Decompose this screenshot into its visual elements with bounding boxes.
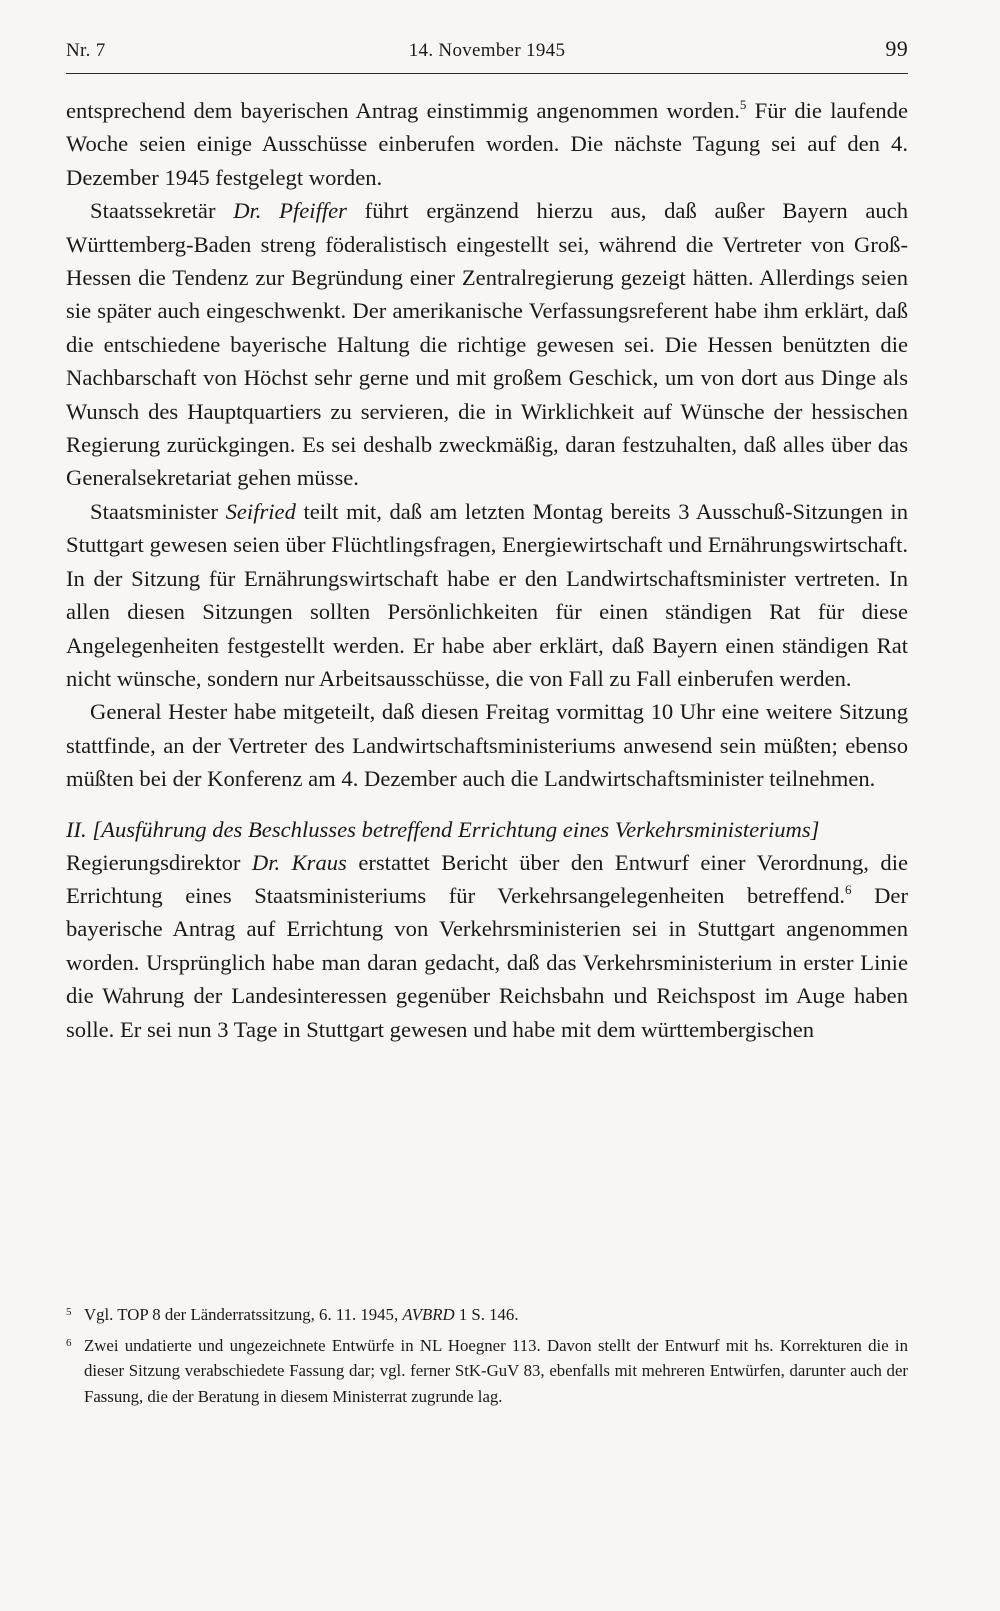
paragraph-4: General Hester habe mitgeteilt, daß diesen Freitag vormittag 10 Uhr eine weitere Sitzung stattfinde, an der Vertreter des Landwirtschaftsministeriums anwesend sein müßten; ebenso müßten bei der Konferenz am 4. Dezember auch die Landwirtschaftsminister teilnehmen. — [66, 699, 908, 792]
footnote-mark: 5 — [66, 1306, 72, 1318]
footnote-5: 5 Vgl. TOP 8 der Länderratssitzung, 6. 11. 1945, AVBRD 1 S. 146. — [66, 1300, 908, 1328]
footnote-mark: 6 — [66, 1336, 72, 1349]
speaker-name: Seifried — [225, 498, 296, 524]
header-rule — [66, 73, 908, 74]
paragraph-3: Staatsminister Seifried teilt mit, daß am letzten Montag bereits 3 Ausschuß-Sitzungen in Stuttgart gewesen seien über Flüchtlingsfragen, Energiewirtschaft und Ernährungswirtschaft. In der Sitzung für Ernährungswirtschaft habe er den Landwirtschaftsminister vertreten. In allen diesen Sitzungen sollten Persönlichkeiten für einen ständigen Rat für diese Angelegenheiten festgestellt werden. Er habe aber erklärt, daß Bayern einen ständigen Rat nicht wünsche, sondern nur Arbeitsausschüsse, die von Fall zu Fall einberufen werden. — [66, 498, 908, 691]
speaker-name: Dr. Kraus — [251, 849, 347, 875]
footnote-ref-5: 5 — [739, 97, 747, 112]
paragraph-1: entsprechend dem bayerischen Antrag einstimmig angenommen worden.$^5$ Für die laufende Woche seien einige Ausschüsse einberufen worden. Die nächste Tagung sei auf den 4. Dezember 1945 festgelegt worden. — [66, 97, 908, 190]
session-date: 14. November 1945 — [408, 40, 566, 61]
footnotes — [66, 1300, 908, 1412]
page-number: 99 — [885, 36, 908, 61]
document-page — [66, 32, 909, 1406]
speaker-name: Dr. Pfeiffer — [233, 198, 347, 224]
footnote-6: 6 Zwei undatierte und ungezeichnete Entwürfe in NL Hoegner 113. Davon stellt der Entwurf mit hs. Korrekturen die in dieser Sitzung verabschiedete Fassung dar; vgl. ferner StK-GuV 83, ebenfalls mit mehreren Entwürfen, darunter auch der Fassung, die der Beratung in diesem Ministerrat zugrunde lag. — [66, 1331, 908, 1410]
running-header — [66, 32, 908, 68]
main-text — [66, 94, 908, 1046]
agenda-item-heading: II. [Ausführung des Beschlusses betreffend Errichtung eines Verkehrsministeriums] — [66, 816, 820, 842]
paragraph-5: Regierungsdirektor Dr. Kraus erstattet Bericht über den Entwurf einer Verordnung, die Errichtung eines Staatsministeriums für Verkehrsangelegenheiten betreffend.$^6$ Der bayerische Antrag auf Errichtung von Verkehrsministerien sei in Stuttgart angenommen worden. Ursprünglich habe man daran gedacht, daß das Verkehrsministerium in erster Linie die Wahrung der Landesinteressen gegenüber Reichsbahn und Reichspost im Auge haben solle. Er sei nun 3 Tage in Stuttgart gewesen und habe mit dem württembergischen — [66, 849, 909, 1042]
document-number: Nr. 7 — [66, 40, 106, 61]
paragraph-2: Staatssekretär Dr. Pfeiffer führt ergänzend hierzu aus, daß außer Bayern auch Württemberg-Baden streng föderalistisch eingestellt sei, während die Vertreter von Groß-Hessen die Tendenz zur Begründung einer Zentralregierung gezeigt hätten. Allerdings seien sie später auch eingeschwenkt. Der amerikanische Verfassungsreferent habe ihm erklärt, daß die entschiedene bayerische Haltung die richtige gewesen sei. Die Hessen benützten die Nachbarschaft von Höchst sehr gerne und mit großem Geschick, um von dort aus Dinge als Wunsch des Hauptquartiers zu servieren, die in Wirklichkeit auf Wünsche der hessischen Regierung zurückgingen. Es sei deshalb zweckmäßig, daran festzuhalten, daß alles über das Generalsekretariat gehen müsse. — [66, 198, 908, 491]
footnote-ref-6: 6 — [845, 881, 852, 897]
source-abbreviation: AVBRD — [402, 1305, 455, 1324]
